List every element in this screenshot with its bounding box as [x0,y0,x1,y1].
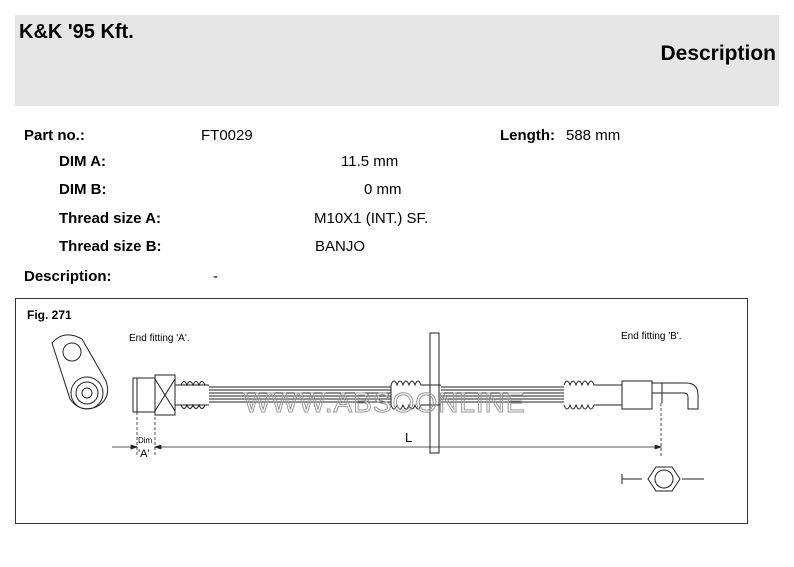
company-name: K&K '95 Kft. [19,21,134,43]
description-label: Description: [24,268,112,285]
thread-b-value: BANJO [315,238,366,255]
thread-a-label: Thread size A: [59,210,161,227]
end-fitting-a-label: End fitting 'A'. [129,333,190,344]
length-label: Length: [500,127,555,144]
end-fitting-b-label: End fitting 'B'. [621,331,682,342]
fitting-b [564,381,698,409]
header-bar [15,15,779,106]
fitting-a [133,375,209,415]
technical-drawing [15,298,748,524]
watermark: WWW.ABSOONLINE [244,387,526,418]
length-value: 588 mm [566,127,621,144]
dim-a-label: DIM A: [59,153,106,170]
length-marker: L [405,430,413,445]
figure-label: Fig. 271 [27,308,72,322]
section-title: Description [660,42,776,65]
description-value: - [213,268,218,285]
end-a-side-view [52,335,108,409]
banjo-end-view [622,467,704,491]
part-no-label: Part no.: [24,127,85,144]
dim-small-label: Dim [138,436,153,445]
thread-b-label: Thread size B: [59,238,162,255]
dim-b-value: 0 mm [364,181,402,198]
part-no-value: FT0029 [201,127,253,144]
dim-b-label: DIM B: [59,181,107,198]
dim-a-marker: 'A' [138,448,150,460]
dim-a-value: 11.5 mm [341,153,399,170]
thread-a-value: M10X1 (INT.) SF. [314,210,429,227]
